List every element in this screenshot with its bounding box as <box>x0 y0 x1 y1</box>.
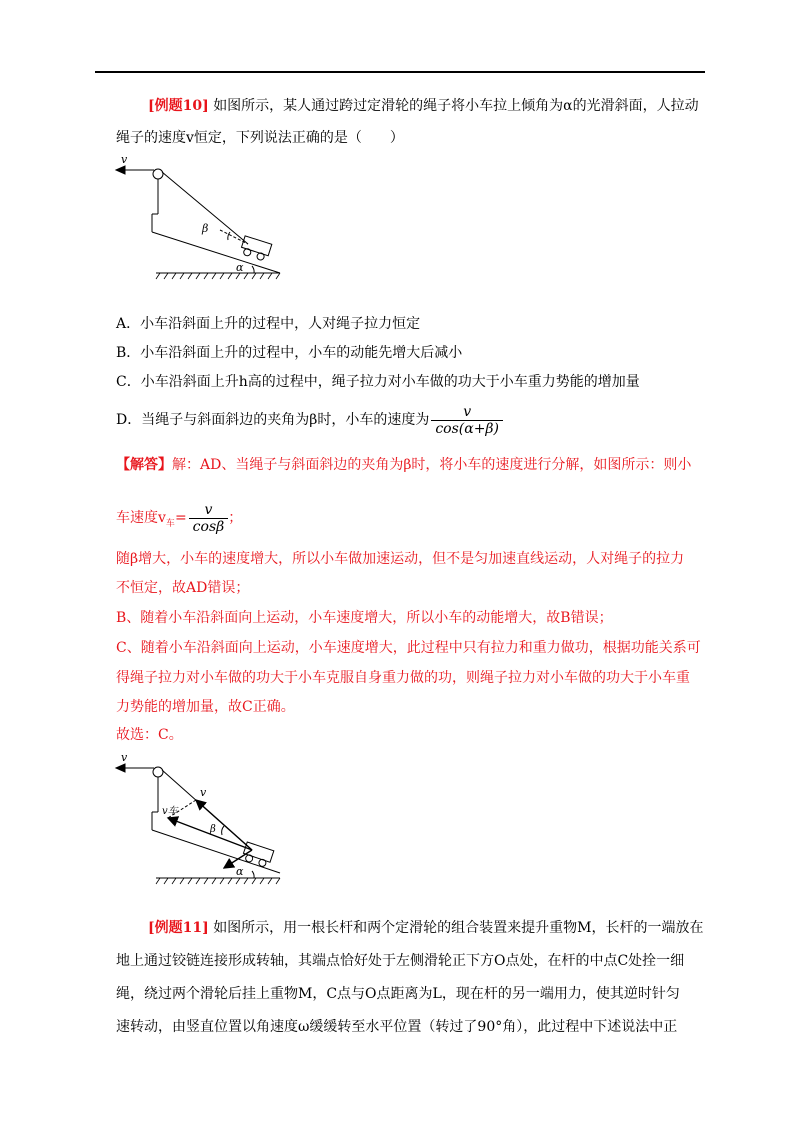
answer-line5: B、随着小车沿斜面向上运动，小车速度增大，所以小车的动能增大，故B错误； <box>116 610 613 626</box>
example11-line1 <box>148 918 740 938</box>
label-v: v <box>121 153 128 166</box>
option-a: A．小车沿斜面上升的过程中，人对绳子拉力恒定 <box>116 316 421 332</box>
answer-l2-sub: 车 <box>165 518 175 529</box>
label-alpha: α <box>236 865 244 878</box>
option-d <box>116 402 708 438</box>
label-alpha: α <box>236 261 244 274</box>
answer-l2-pre: 车速度v <box>116 510 166 526</box>
example10-question-line2: 绳子的速度v恒定，下列说法正确的是（ ） <box>116 130 404 146</box>
example10-question-line1 <box>148 96 740 116</box>
answer-line8: 力势能的增加量，故C正确。 <box>116 699 295 715</box>
option-d-fraction <box>431 404 503 437</box>
vector-v <box>196 800 252 850</box>
answer-line1 <box>116 455 708 475</box>
option-b: B．小车沿斜面上升的过程中，小车的动能先增大后减小 <box>116 345 463 361</box>
alpha-arc <box>252 266 254 273</box>
velocity-arrow <box>116 764 125 772</box>
beta-arc <box>228 232 230 240</box>
label-vcar: v车 <box>162 806 178 817</box>
alpha-arc <box>252 871 254 878</box>
answer-line7: 得绳子拉力对小车做的功大于小车克服自身重力做的功，则绳子拉力对小车做的功大于小车重 <box>116 670 690 686</box>
beta-arc <box>222 826 224 835</box>
example11-line3: 绳，绕过两个滑轮后挂上重物M，C点与O点距离为L，现在杆的另一端用力，使其逆时针匀 <box>116 986 680 1002</box>
answer-line6: C、随着小车沿斜面向上运动，小车速度增大，此过程中只有拉力和重力做功，根据功能关系可 <box>116 640 701 656</box>
answer-l2-end: ； <box>228 510 243 526</box>
pulley <box>153 169 163 179</box>
example11-line4: 速转动，由竖直位置以角速度ω缓缓转至水平位置（转过了90°角），此过程中下述说法中正 <box>116 1019 678 1035</box>
option-d-numerator: v <box>463 403 472 420</box>
answer-l1-text: 解：AD、当绳子与斜面斜边的夹角为β时，将小车的速度进行分解，如图所示：则小 <box>172 457 692 473</box>
answer-line4: 不恒定，故AD错误； <box>116 580 250 596</box>
header-rule <box>95 71 705 73</box>
answer-fraction <box>189 502 229 535</box>
ground-hatching <box>156 878 280 884</box>
incline-figure-1 <box>112 152 287 282</box>
option-c: C．小车沿斜面上升h高的过程中，绳子拉力对小车做的功大于小车重力势能的增加量 <box>116 374 640 390</box>
example10-tag: [例题10] <box>148 98 209 114</box>
velocity-arrow <box>116 166 125 174</box>
answer-line2 <box>116 500 708 542</box>
label-v: v <box>200 786 207 799</box>
answer-fraction-denominator: cosβ <box>189 518 229 535</box>
pulley <box>153 767 163 777</box>
label-beta: β <box>202 222 209 235</box>
option-d-denominator: cos(α+β) <box>431 420 503 437</box>
example11-tag: [例题11] <box>148 920 209 936</box>
example11-l1-text: 如图所示，用一根长杆和两个定滑轮的组合装置来提升重物M，长杆的一端放在 <box>213 920 704 936</box>
answer-l2-eq: = <box>174 510 187 526</box>
incline-figure-2 <box>112 750 287 890</box>
ground-hatching <box>156 273 280 279</box>
cart <box>240 236 272 262</box>
example10-q-text1: 如图所示，某人通过跨过定滑轮的绳子将小车拉上倾角为α的光滑斜面，人拉动 <box>213 98 699 114</box>
example11-line2: 地上通过铰链连接形成转轴，其端点恰好处于左侧滑轮正下方O点处，在杆的中点C处拴一细 <box>116 953 685 969</box>
answer-tag: 【解答】 <box>116 457 172 473</box>
answer-fraction-numerator: v <box>204 501 213 518</box>
label-beta: β <box>210 824 216 835</box>
cart <box>241 842 273 868</box>
label-v-top: v <box>121 751 128 764</box>
option-d-text: D．当绳子与斜面斜边的夹角为β时，小车的速度为 <box>116 412 430 428</box>
answer-choice: 故选：C。 <box>116 727 183 743</box>
answer-line3: 随β增大，小车的速度增大，所以小车做加速运动，但不是匀加速直线运动，人对绳子的拉力 <box>116 551 685 567</box>
